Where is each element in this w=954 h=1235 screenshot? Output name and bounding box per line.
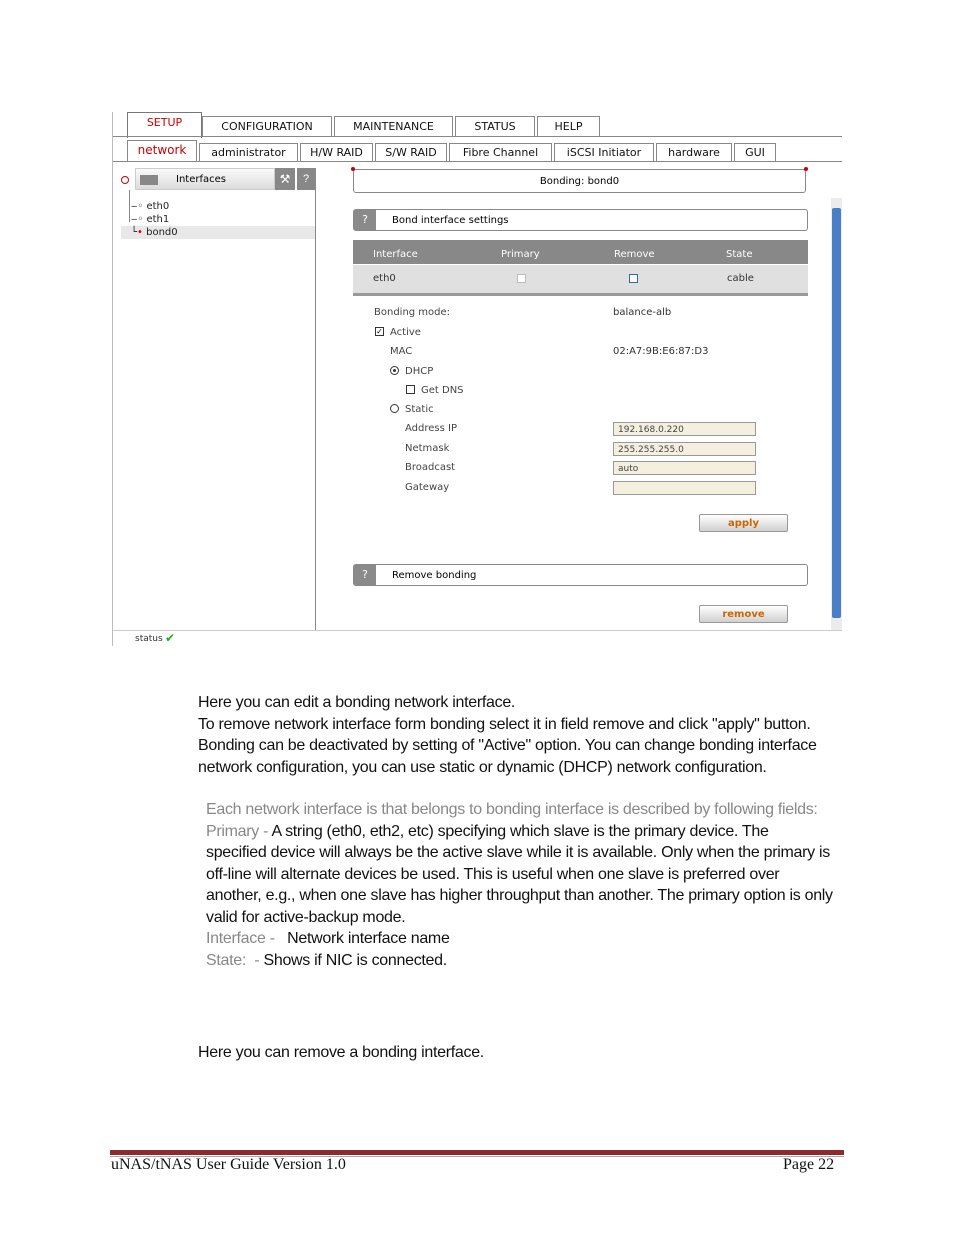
- interface-tree: [121, 196, 315, 256]
- row-state: cable: [727, 273, 754, 284]
- interface-term: Interface -: [206, 930, 279, 947]
- state-term: State: -: [206, 951, 264, 969]
- fields-description: [206, 799, 846, 971]
- sidebar-header-label: Interfaces: [176, 174, 226, 185]
- status-bar: [113, 630, 842, 647]
- primary-desc-line: valid for active-backup mode.: [206, 908, 406, 926]
- bond-settings-header: [353, 209, 808, 231]
- remove-bonding-header: [353, 564, 808, 586]
- interface-desc: Network interface name: [278, 930, 450, 947]
- tab-divider: [113, 136, 842, 137]
- gateway-input[interactable]: [613, 481, 756, 495]
- tab-configuration[interactable]: CONFIGURATION: [202, 116, 332, 136]
- col-primary: Primary: [501, 249, 540, 260]
- static-label: Static: [405, 404, 434, 415]
- primary-desc-line: specified device will always be the active slave while it is available. Only when the primary is: [206, 844, 830, 861]
- remove-checkbox[interactable]: [629, 274, 638, 283]
- col-state: State: [726, 249, 753, 260]
- tab-help[interactable]: HELP: [537, 116, 600, 136]
- active-checkbox[interactable]: ✓: [376, 327, 383, 336]
- tree-item-eth1[interactable]: ‒◦ eth1: [131, 214, 170, 225]
- gateway-label: Gateway: [405, 482, 450, 493]
- interface-line: [206, 928, 846, 950]
- remove-paragraph: Here you can remove a bonding interface.: [198, 1044, 484, 1061]
- primary-desc-line: another, e.g., when one slave has higher throughput than another. The primary option is only: [206, 887, 833, 904]
- apply-button[interactable]: apply: [699, 514, 788, 532]
- tab-sw-raid[interactable]: S/W RAID: [375, 143, 447, 161]
- bonding-mode-label: Bonding mode:: [374, 307, 451, 318]
- bond-settings-help-icon[interactable]: ?: [354, 210, 376, 230]
- tree-item-bond0[interactable]: └• bond0: [131, 227, 178, 238]
- sidebar: [121, 168, 316, 630]
- status-ok-icon: ✔: [165, 631, 176, 645]
- tab-administrator[interactable]: administrator: [199, 143, 298, 161]
- status-label: status: [135, 634, 163, 644]
- title-dot-left: [351, 167, 355, 171]
- bonding-mode-value: balance-alb: [613, 307, 672, 318]
- panel-title-box: [353, 169, 806, 193]
- netmask-input[interactable]: 255.255.255.0: [613, 442, 756, 456]
- mac-value: 02:A7:9B:E6:87:D3: [613, 346, 709, 357]
- tab-maintenance[interactable]: MAINTENANCE: [334, 116, 453, 136]
- tab-gui[interactable]: GUI: [734, 143, 776, 161]
- tab-setup[interactable]: SETUP: [127, 112, 202, 138]
- tab-status[interactable]: STATUS: [455, 116, 535, 136]
- footer-rule: [110, 1150, 844, 1155]
- tab-iscsi-initiator[interactable]: iSCSI Initiator: [554, 143, 654, 161]
- intro-paragraph: [198, 692, 848, 778]
- top-tab-bar: [113, 112, 842, 137]
- mac-label: MAC: [390, 346, 413, 357]
- broadcast-input[interactable]: auto: [613, 461, 756, 475]
- address-input[interactable]: 192.168.0.220: [613, 422, 756, 436]
- intro-line: To remove network interface form bonding select it in field remove and click "apply" button.: [198, 715, 811, 733]
- primary-line: [206, 821, 846, 843]
- intro-line: Here you can edit a bonding network interface.: [198, 694, 516, 711]
- interface-table-header: [353, 240, 808, 264]
- tab-network[interactable]: network: [127, 140, 197, 161]
- active-label: Active: [390, 327, 421, 338]
- footer-left: uNAS/tNAS User Guide Version 1.0: [111, 1156, 346, 1173]
- primary-term: Primary -: [206, 822, 272, 840]
- intro-line: network configuration, you can use static or dynamic (DHCP) network configuration.: [198, 758, 767, 776]
- bond-settings-title: Bond interface settings: [392, 215, 509, 226]
- title-dot-right: [804, 167, 808, 171]
- col-interface: Interface: [373, 249, 418, 260]
- tree-line: [129, 190, 130, 222]
- sidebar-header[interactable]: [135, 168, 275, 190]
- tab-hw-raid[interactable]: H/W RAID: [300, 143, 373, 161]
- ui-screenshot: [112, 112, 842, 646]
- tree-item-eth0[interactable]: ‒◦ eth0: [131, 201, 170, 212]
- primary-desc-line: off-line will alternate devices be used. This is useful when one slave is preferred over: [206, 865, 780, 883]
- tab-hardware[interactable]: hardware: [656, 143, 732, 161]
- panel-title: Bonding: bond0: [539, 176, 620, 187]
- state-desc: Shows if NIC is connected.: [263, 951, 447, 969]
- state-line: [206, 950, 846, 972]
- wrench-icon[interactable]: ⚒: [275, 168, 295, 190]
- dhcp-radio[interactable]: [390, 366, 399, 375]
- sidebar-pin-icon: [121, 176, 129, 184]
- network-icon: [140, 175, 158, 185]
- subtab-divider: [113, 161, 842, 162]
- remove-bonding-help-icon[interactable]: ?: [354, 565, 376, 585]
- remove-bonding-title: Remove bonding: [392, 570, 477, 581]
- tab-fibre-channel[interactable]: Fibre Channel: [449, 143, 552, 161]
- get-dns-label: Get DNS: [421, 385, 464, 396]
- dhcp-label: DHCP: [405, 366, 434, 377]
- remove-button[interactable]: remove: [699, 605, 788, 623]
- address-label: Address IP: [405, 423, 457, 434]
- scrollbar-thumb[interactable]: [832, 208, 841, 618]
- primary-desc: A string (eth0, eth2, etc) specifying which slave is the primary device. The: [271, 822, 769, 840]
- sidebar-help-icon[interactable]: ?: [297, 168, 315, 190]
- broadcast-label: Broadcast: [405, 462, 456, 473]
- netmask-label: Netmask: [405, 443, 450, 454]
- footer-page-number: Page 22: [783, 1156, 835, 1173]
- row-interface: eth0: [373, 273, 396, 284]
- fields-intro: Each network interface is that belongs to bonding interface is described by following fields:: [206, 801, 818, 818]
- table-row: [353, 265, 808, 296]
- primary-checkbox[interactable]: [517, 274, 526, 283]
- get-dns-checkbox[interactable]: [406, 385, 415, 394]
- intro-line: Bonding can be deactivated by setting of "Active" option. You can change bonding interface: [198, 737, 817, 754]
- static-radio[interactable]: [390, 404, 399, 413]
- col-remove: Remove: [614, 249, 655, 260]
